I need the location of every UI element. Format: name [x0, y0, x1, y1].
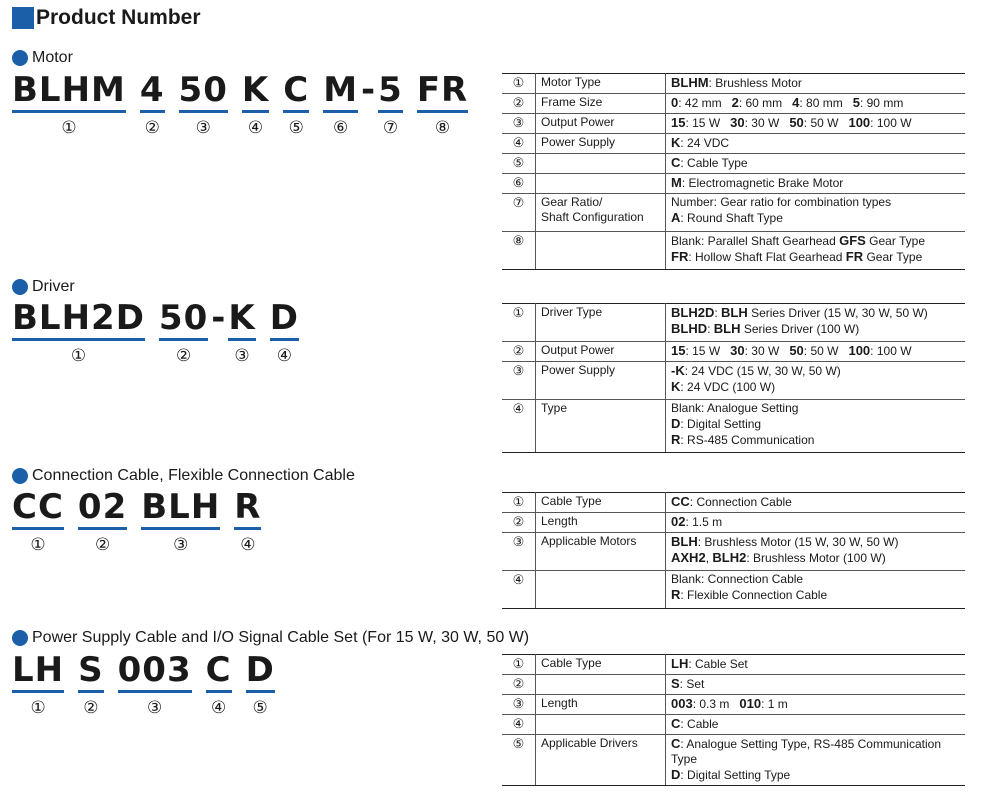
driver-code-dash: -: [211, 298, 226, 338]
table-row: [502, 134, 965, 154]
code-underline: [78, 527, 127, 530]
description-cell: 003: 0.3 m 010: 1 m: [666, 695, 966, 715]
row-number: ④: [502, 715, 536, 735]
motor-code-dash: -: [361, 70, 376, 110]
code-number: ②: [175, 346, 192, 366]
cable-code-segment: [77, 487, 128, 555]
code-underline: [246, 690, 275, 693]
row-number: ①: [502, 655, 536, 675]
item-cell: Output Power: [536, 342, 666, 362]
description-cell: C: Analogue Setting Type, RS-485 Communication Type D: Digital Setting Type: [666, 735, 966, 786]
code-underline: [12, 338, 145, 341]
code-underline: [78, 690, 104, 693]
code-number: ②: [144, 118, 160, 138]
description-cell: CC: Connection Cable: [666, 493, 966, 513]
row-number: ⑦: [502, 194, 536, 232]
table-row: [502, 400, 965, 453]
description-cell: 15: 15 W 30: 30 W 50: 50 W 100: 100 W: [666, 114, 966, 134]
motor-code-segment: [12, 70, 126, 138]
code-part: C: [205, 650, 232, 690]
table-row: [502, 304, 965, 342]
code-part: K: [228, 298, 256, 338]
row-number: ①: [502, 493, 536, 513]
motor-heading-text: Motor: [32, 49, 73, 66]
bullet-dot-icon: [12, 279, 28, 295]
driver-code-segment: [228, 298, 256, 366]
item-cell: Driver Type: [536, 304, 666, 342]
code-number: ④: [240, 535, 256, 555]
code-underline: [283, 110, 309, 113]
row-number: ⑧: [502, 232, 536, 270]
code-part: S: [78, 650, 104, 690]
power-code-segment: [245, 650, 275, 718]
table-row: [502, 342, 965, 362]
motor-heading: [12, 49, 73, 67]
table-row: [502, 513, 965, 533]
code-part: K: [241, 70, 270, 110]
code-underline: [323, 110, 358, 113]
code-number: ④: [247, 118, 264, 138]
code-part: C: [283, 70, 310, 110]
code-underline: [206, 690, 232, 693]
description-cell: 02: 1.5 m: [666, 513, 966, 533]
description-cell: -K: 24 VDC (15 W, 30 W, 50 W) K: 24 VDC (100 W): [666, 362, 966, 400]
code-part: R: [234, 487, 262, 527]
table-row: [502, 675, 965, 695]
description-cell: LH: Cable Set: [666, 655, 966, 675]
item-cell: Type: [536, 400, 666, 453]
driver-heading-text: Driver: [32, 278, 75, 295]
item-cell: Cable Type: [536, 493, 666, 513]
code-number: ⑦: [382, 118, 399, 138]
description-cell: C: Cable: [666, 715, 966, 735]
description-cell: K: 24 VDC: [666, 134, 966, 154]
bullet-dot-icon: [12, 630, 28, 646]
power-code-segment: [117, 650, 192, 718]
bullet-dot-icon: [12, 50, 28, 66]
item-cell: [536, 174, 666, 194]
code-part: BLH: [141, 487, 221, 527]
motor-code-segment: [241, 70, 270, 138]
power-cable-spec-table: [502, 654, 965, 786]
code-number: ⑧: [434, 118, 451, 138]
table-row: [502, 715, 965, 735]
code-number: ①: [30, 698, 46, 718]
cable-code-segment: [141, 487, 221, 555]
power-cable-heading: [12, 629, 529, 647]
power-cable-heading-text: Power Supply Cable and I/O Signal Cable Set (For 15 W, 30 W, 50 W): [32, 629, 530, 646]
driver-code-segment: [158, 298, 209, 366]
code-underline: [141, 527, 220, 530]
table-row: [502, 232, 965, 270]
code-underline: [159, 338, 208, 341]
code-part: 50: [178, 70, 228, 110]
code-underline: [140, 110, 165, 113]
power-code-segment: [12, 650, 65, 718]
code-part: CC: [12, 487, 64, 527]
row-number: ⑤: [502, 154, 536, 174]
code-number: ③: [195, 118, 211, 138]
item-cell: [536, 232, 666, 270]
item-cell: Motor Type: [536, 74, 666, 94]
code-number: ⑤: [252, 698, 268, 718]
motor-spec-table: [502, 73, 965, 270]
code-number: ③: [234, 346, 250, 366]
driver-heading: [12, 278, 75, 296]
motor-code-segment: [378, 70, 403, 138]
motor-code-segment: [323, 70, 359, 138]
code-part: 5: [378, 70, 403, 110]
code-part: D: [269, 298, 299, 338]
page-title-text: Product Number: [36, 6, 201, 29]
description-cell: BLH2D: BLH Series Driver (15 W, 30 W, 50 W) BLHD: BLH Series Driver (100 W): [666, 304, 966, 342]
title-square-icon: [12, 7, 34, 29]
row-number: ②: [502, 342, 536, 362]
code-part: BLHM: [12, 70, 126, 110]
row-number: ①: [502, 304, 536, 342]
power-cable-code: [12, 650, 275, 718]
row-number: ②: [502, 513, 536, 533]
code-underline: [12, 690, 64, 693]
power-code-segment: [78, 650, 104, 718]
table-row: [502, 194, 965, 232]
code-part: 003: [117, 650, 192, 690]
description-cell: BLHM: Brushless Motor: [666, 74, 966, 94]
table-row: [502, 533, 965, 571]
code-underline: [12, 110, 126, 113]
cable-spec-table: [502, 492, 965, 609]
item-cell: Frame Size: [536, 94, 666, 114]
code-number: ④: [276, 346, 292, 366]
row-number: ③: [502, 695, 536, 715]
table-row: [502, 154, 965, 174]
item-cell: Power Supply: [536, 362, 666, 400]
table-row: [502, 735, 965, 786]
code-underline: [234, 527, 261, 530]
code-number: ②: [83, 698, 99, 718]
code-part: 02: [77, 487, 128, 527]
code-part: D: [245, 650, 275, 690]
code-number: ①: [70, 346, 87, 366]
table-row: [502, 174, 965, 194]
table-row: [502, 655, 965, 675]
item-cell: [536, 715, 666, 735]
row-number: ④: [502, 400, 536, 453]
code-number: ③: [146, 698, 163, 718]
table-row: [502, 74, 965, 94]
cable-heading: [12, 467, 355, 485]
table-row: [502, 571, 965, 609]
row-number: ②: [502, 675, 536, 695]
code-underline: [179, 110, 228, 113]
code-underline: [12, 527, 64, 530]
code-underline: [378, 110, 403, 113]
motor-code-segment: [283, 70, 310, 138]
item-cell: Length: [536, 513, 666, 533]
code-number: ①: [30, 535, 46, 555]
item-cell: Output Power: [536, 114, 666, 134]
item-cell: Gear Ratio/ Shaft Configuration: [536, 194, 666, 232]
table-row: [502, 362, 965, 400]
code-part: FR: [416, 70, 469, 110]
description-cell: C: Cable Type: [666, 154, 966, 174]
item-cell: Applicable Drivers: [536, 735, 666, 786]
description-cell: Blank: Parallel Shaft Gearhead GFS Gear Type FR: Hollow Shaft Flat Gearhead FR Gear Type: [666, 232, 966, 270]
code-number: ⑤: [288, 118, 304, 138]
description-cell: M: Electromagnetic Brake Motor: [666, 174, 966, 194]
cable-code-segment: [12, 487, 64, 555]
row-number: ③: [502, 114, 536, 134]
table-row: [502, 94, 965, 114]
power-code-segment: [205, 650, 232, 718]
code-number: ②: [94, 535, 111, 555]
description-cell: Blank: Connection Cable R: Flexible Connection Cable: [666, 571, 966, 609]
item-cell: [536, 154, 666, 174]
motor-code-segment: [178, 70, 228, 138]
code-part: 4: [139, 70, 165, 110]
driver-code: [12, 298, 299, 366]
code-number: ④: [210, 698, 227, 718]
motor-code-segment: [416, 70, 469, 138]
code-underline: [270, 338, 299, 341]
bullet-dot-icon: [12, 468, 28, 484]
code-number: ⑥: [332, 118, 349, 138]
row-number: ⑤: [502, 735, 536, 786]
code-part: BLH2D: [12, 298, 145, 338]
page-title: [12, 6, 201, 30]
code-underline: [228, 338, 255, 341]
cable-code-segment: [234, 487, 262, 555]
motor-code-segment: [139, 70, 165, 138]
driver-code-segment: [269, 298, 299, 366]
row-number: ③: [502, 533, 536, 571]
row-number: ①: [502, 74, 536, 94]
driver-spec-table: [502, 303, 965, 453]
item-cell: Power Supply: [536, 134, 666, 154]
code-part: LH: [12, 650, 65, 690]
item-cell: Cable Type: [536, 655, 666, 675]
item-cell: [536, 675, 666, 695]
description-cell: BLH: Brushless Motor (15 W, 30 W, 50 W) AXH2, BLH2: Brushless Motor (100 W): [666, 533, 966, 571]
cable-code: [12, 487, 262, 555]
table-row: [502, 695, 965, 715]
table-row: [502, 493, 965, 513]
code-underline: [417, 110, 468, 113]
row-number: ④: [502, 571, 536, 609]
driver-code-segment: [12, 298, 145, 366]
item-cell: Length: [536, 695, 666, 715]
row-number: ②: [502, 94, 536, 114]
code-part: 50: [158, 298, 209, 338]
row-number: ④: [502, 134, 536, 154]
description-cell: S: Set: [666, 675, 966, 695]
row-number: ⑥: [502, 174, 536, 194]
cable-heading-text: Connection Cable, Flexible Connection Cable: [32, 467, 355, 484]
row-number: ③: [502, 362, 536, 400]
code-part: M: [323, 70, 359, 110]
code-number: ③: [173, 535, 189, 555]
item-cell: [536, 571, 666, 609]
code-underline: [118, 690, 192, 693]
code-underline: [242, 110, 269, 113]
description-cell: 0: 42 mm 2: 60 mm 4: 80 mm 5: 90 mm: [666, 94, 966, 114]
table-row: [502, 114, 965, 134]
item-cell: Applicable Motors: [536, 533, 666, 571]
description-cell: 15: 15 W 30: 30 W 50: 50 W 100: 100 W: [666, 342, 966, 362]
motor-code: [12, 70, 469, 138]
code-number: ①: [61, 118, 77, 138]
description-cell: Number: Gear ratio for combination types A: Round Shaft Type: [666, 194, 966, 232]
description-cell: Blank: Analogue Setting D: Digital Setting R: RS-485 Communication: [666, 400, 966, 453]
